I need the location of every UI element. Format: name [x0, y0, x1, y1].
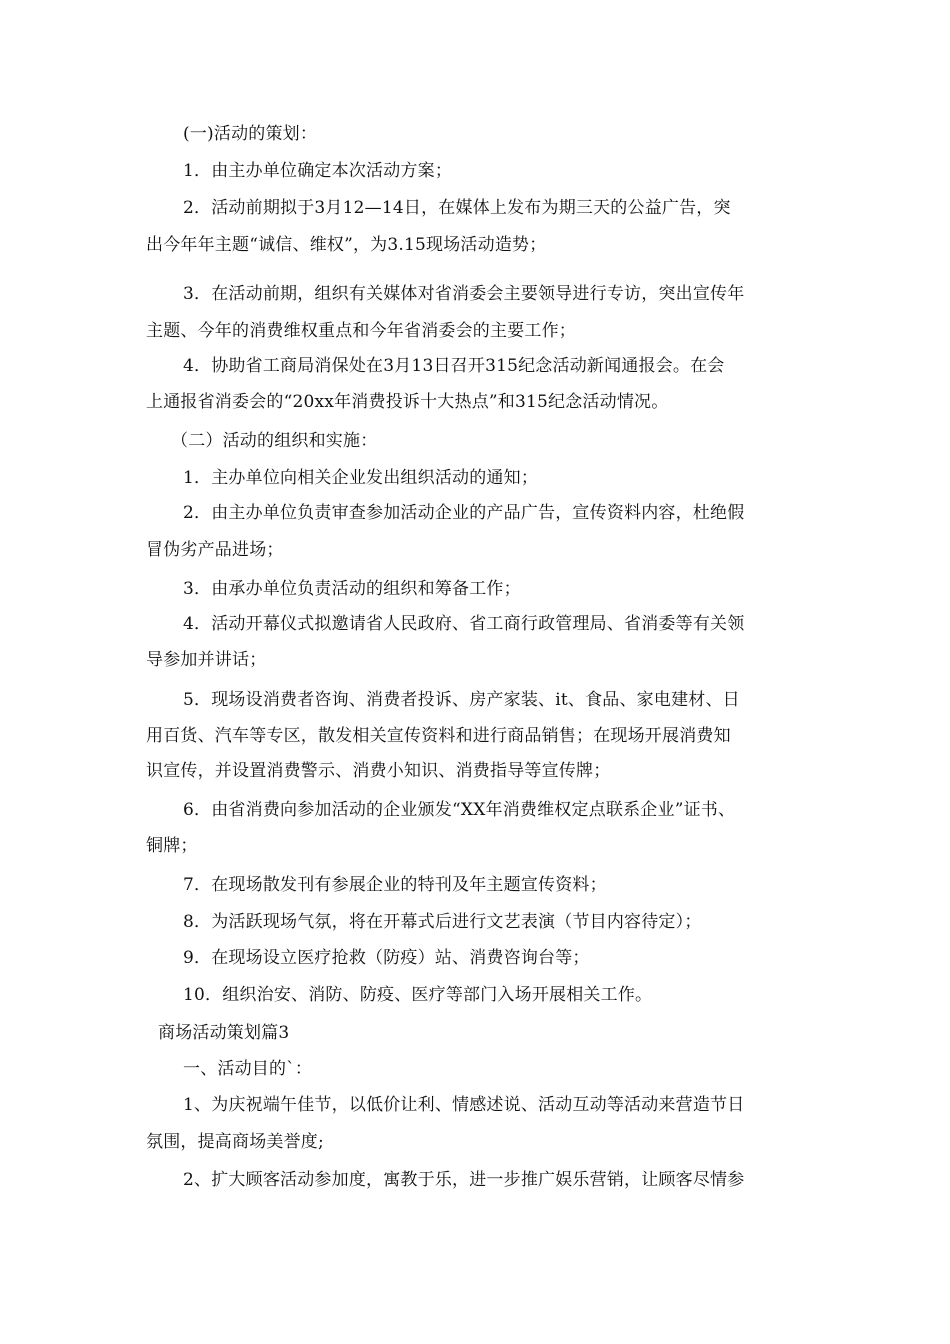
- paragraph-line: 上通报省消委会的“20xx年消费投诉十大热点”和315纪念活动情况。: [146, 392, 669, 412]
- paragraph-line: 3．在活动前期，组织有关媒体对省消委会主要领导进行专访，突出宣传年: [183, 284, 745, 304]
- paragraph-line: 氛围，提高商场美誉度;: [146, 1132, 324, 1152]
- paragraph-line: 冒伪劣产品进场；: [146, 540, 284, 560]
- section-heading-purpose: 一、活动目的`：: [183, 1059, 313, 1079]
- paragraph-line: 6．由省消费向参加活动的企业颁发“XX年消费维权定点联系企业”证书、: [183, 800, 736, 820]
- paragraph-line: 10．组织治安、消防、防疫、医疗等部门入场开展相关工作。: [183, 985, 653, 1005]
- paragraph-line: 主题、今年的消费维权重点和今年省消委会的主要工作；: [146, 321, 576, 341]
- paragraph-line: 4．协助省工商局消保处在3月13日召开315纪念活动新闻通报会。在会: [183, 356, 725, 376]
- paragraph-line: 1、为庆祝端午佳节，以低价让利、情感述说、活动互动等活动来营造节日: [183, 1095, 745, 1115]
- paragraph-line: 出今年年主题“诚信、维权”，为3.15现场活动造势；: [146, 235, 547, 255]
- paragraph-line: 识宣传，并设置消费警示、消费小知识、消费指导等宣传牌；: [146, 761, 611, 781]
- paragraph-line: 铜牌；: [146, 836, 198, 856]
- paragraph-line: 2、扩大顾客活动参加度，寓教于乐，进一步推广娱乐营销，让顾客尽情参: [183, 1170, 745, 1190]
- section-heading-implementation: （二）活动的组织和实施：: [171, 431, 378, 451]
- paragraph-line: 导参加并讲话；: [146, 650, 267, 670]
- paragraph-line: 5．现场设消费者咨询、消费者投诉、房产家装、it、食品、家电建材、日: [183, 690, 740, 710]
- paragraph-line: 8．为活跃现场气氛，将在开幕式后进行文艺表演（节目内容待定）；: [183, 912, 702, 932]
- paragraph-line: 7．在现场散发刊有参展企业的特刊及年主题宣传资料；: [183, 875, 607, 895]
- paragraph-line: 2．由主办单位负责审查参加活动企业的产品广告，宣传资料内容，杜绝假: [183, 503, 745, 523]
- paragraph-line: 1．主办单位向相关企业发出组织活动的通知；: [183, 468, 539, 488]
- paragraph-line: 1．由主办单位确定本次活动方案；: [183, 161, 453, 181]
- article-title: 商场活动策划篇3: [158, 1023, 290, 1043]
- section-heading-planning: (一)活动的策划：: [183, 124, 318, 144]
- paragraph-line: 9．在现场设立医疗抢救（防疫）站、消费咨询台等；: [183, 948, 590, 968]
- paragraph-line: 4．活动开幕仪式拟邀请省人民政府、省工商行政管理局、省消委等有关领: [183, 614, 745, 634]
- paragraph-line: 3．由承办单位负责活动的组织和筹备工作；: [183, 579, 521, 599]
- paragraph-line: 2．活动前期拟于3月12—14日，在媒体上发布为期三天的公益广告，突: [183, 198, 731, 218]
- paragraph-line: 用百货、汽车等专区，散发相关宣传资料和进行商品销售；在现场开展消费知: [146, 726, 731, 746]
